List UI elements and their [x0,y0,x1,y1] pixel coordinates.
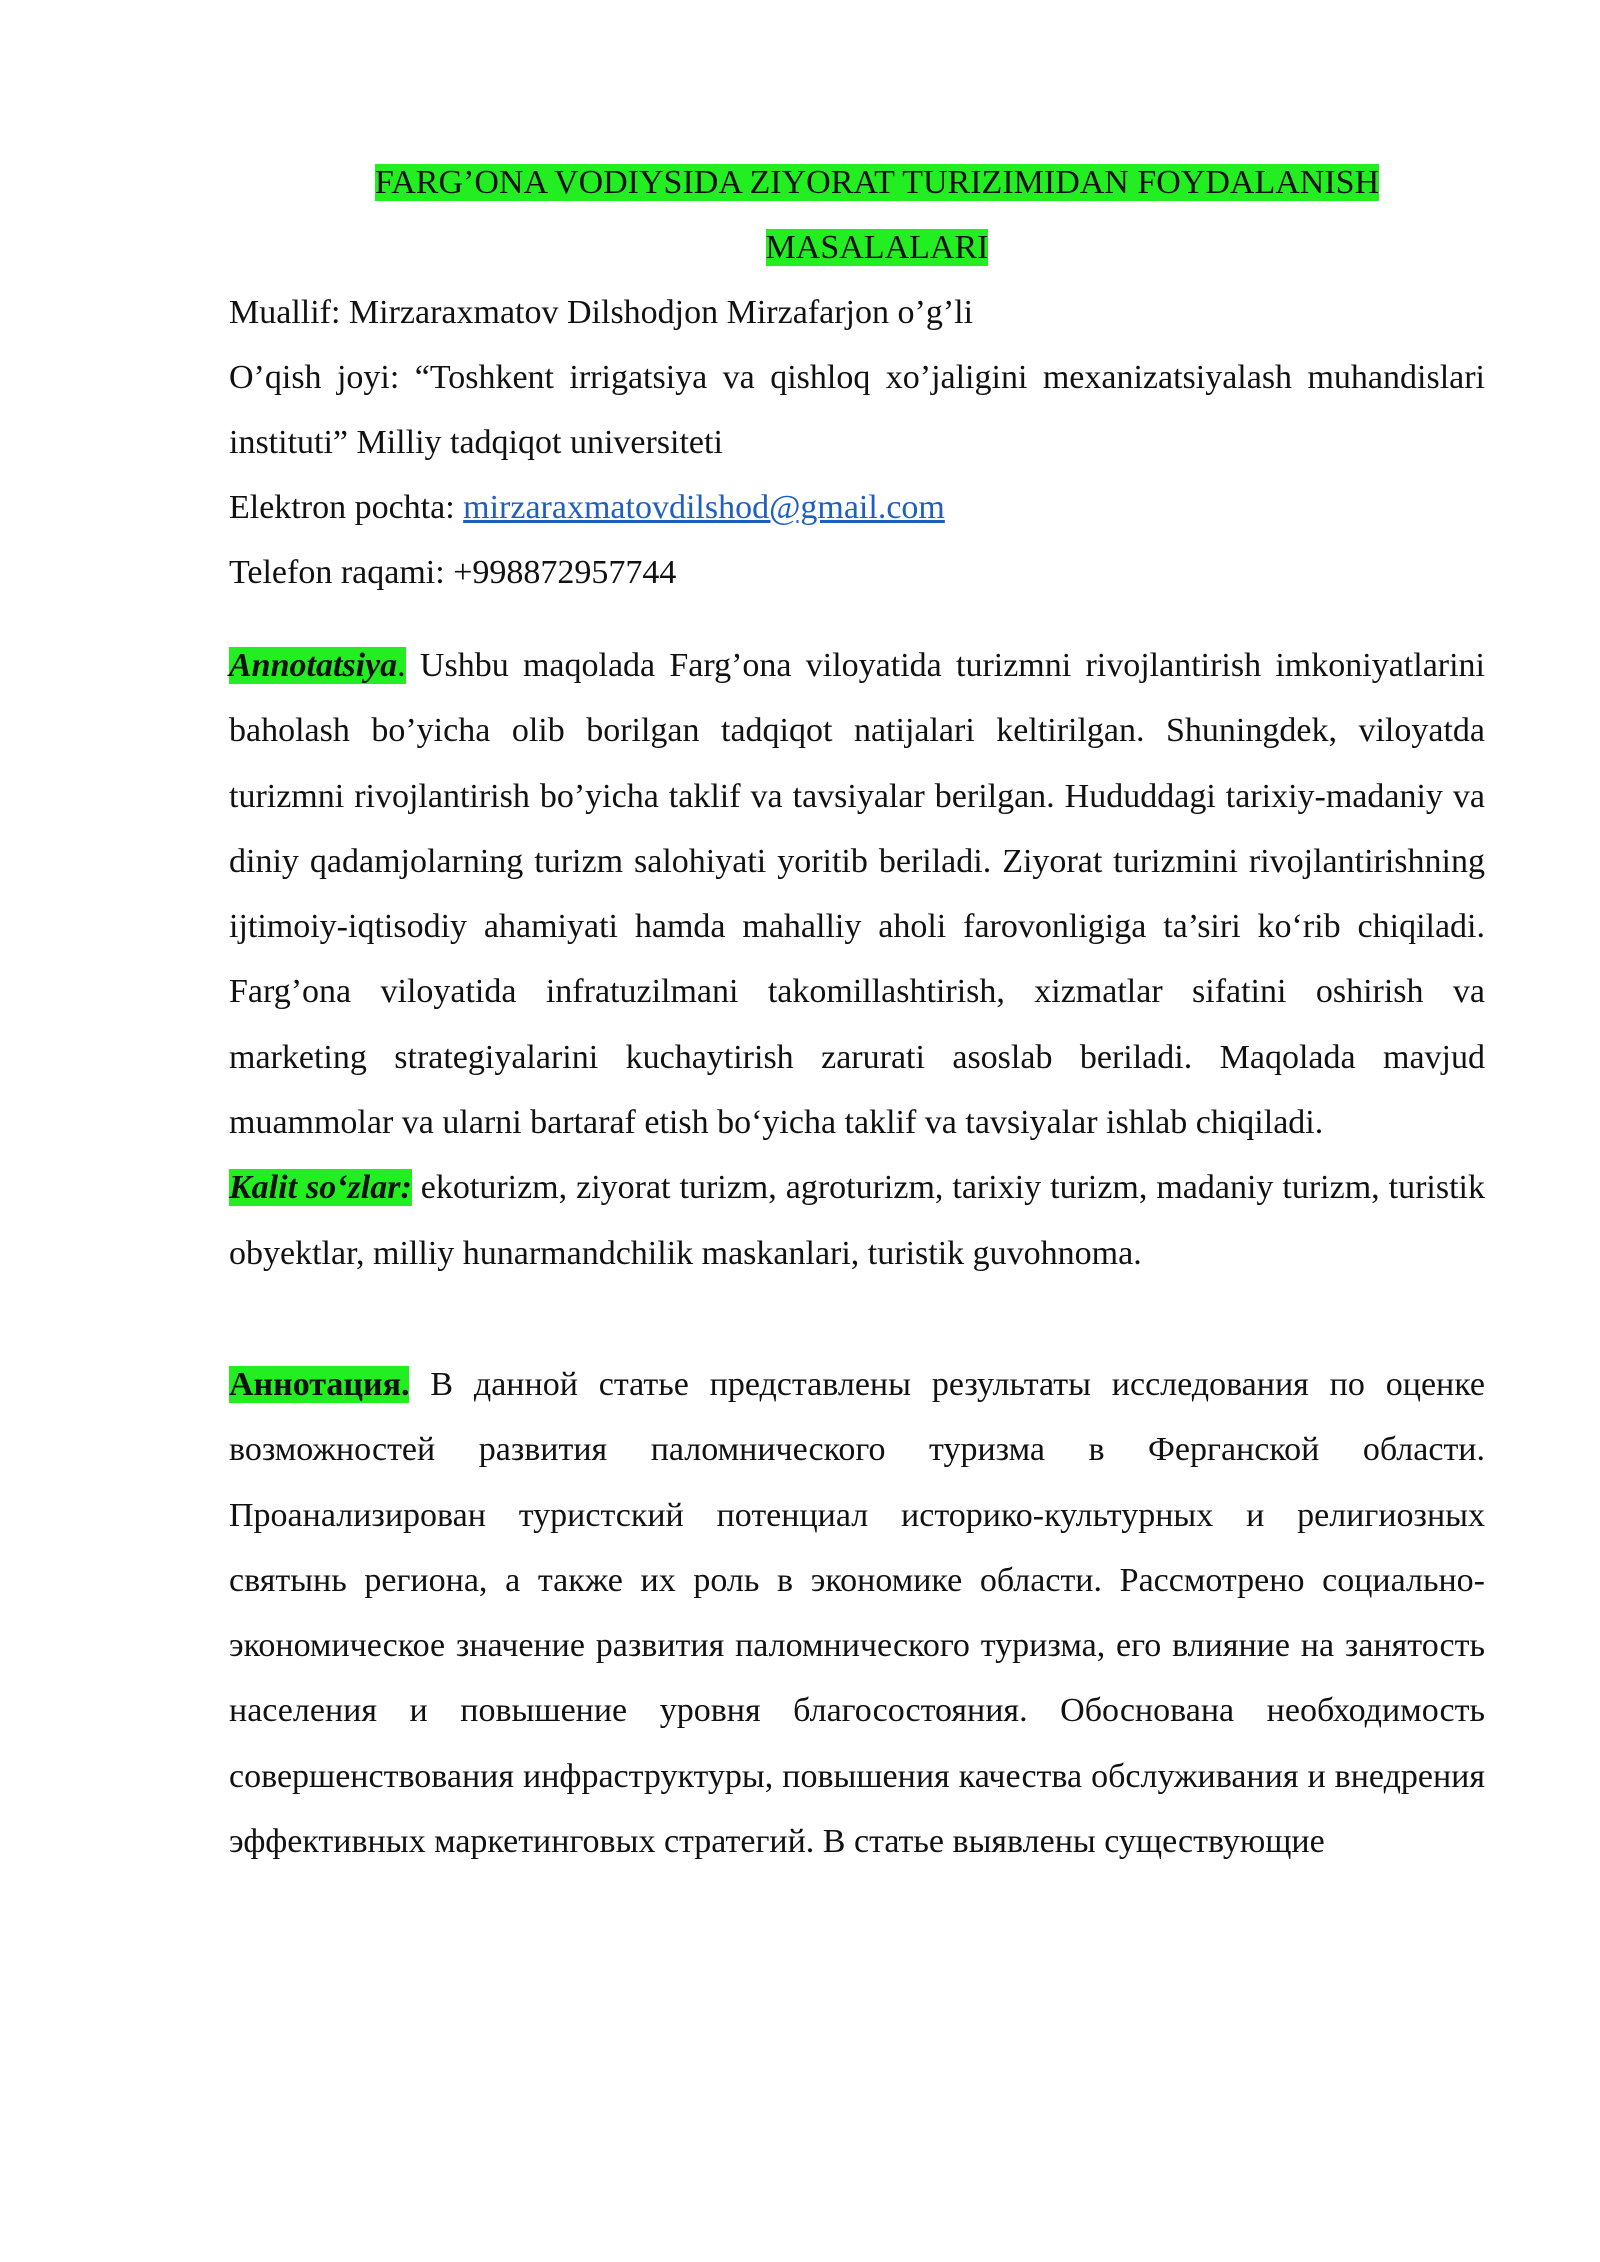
annotation-ru [229,1352,1485,1874]
annotation-ru-text: В данной статье представлены результаты исследования по оценке возможностей развития паломнического туризма в Ферганской области. Проанализирован туристский потенциал историко-культурных и религиозных святынь региона, а также их роль в экономике области. Рассмотрено социально-экономическое значение развития паломнического туризма, его влияние на занятость населения и повышение уровня благосостояния. Обоснована необходимость совершенствования инфраструктуры, повышения качества обслуживания и внедрения эффективных маркетинговых стратегий. В статье выявлены существующие [229,1365,1485,1861]
annotation-uz [229,633,1485,1155]
document-content [229,150,1485,1874]
annotation-uz-text: Ushbu maqolada Farg’ona viloyatida turizmni rivojlantirish imkoniyatlarini baholash bo’yicha olib borilgan tadqiqot natijalari keltirilgan. Shuningdek, viloyatda turizmni rivojlantirish bo’yicha taklif va tavsiyalar berilgan. Hududdagi tarixiy-madaniy va diniy qadamjolarning turizm salohiyati yoritib beriladi. Ziyorat turizmini rivojlantirishning ijtimoiy-iqtisodiy ahamiyati hamda mahalliy aholi farovonligiga ta’siri ko‘rib chiqiladi. Farg’ona viloyatida infratuzilmani takomillashtirish, xizmatlar sifatini oshirish va marketing strategiyalarini kuchaytirish zarurati asoslab beriladi. Maqolada mavjud muammolar va ularni bartaraf etish bo‘yicha taklif va tavsiyalar ishlab chiqiladi. [229,647,1485,1142]
annotation-ru-label: Аннотация. [229,1365,410,1403]
paper-title [269,150,1485,280]
keywords-uz-text: ekoturizm, ziyorat turizm, agroturizm, tarixiy turizm, madaniy turizm, turistik obyektlar, milliy hunarmandchilik maskanlari, turistik guvohnoma. [229,1169,1485,1272]
phone-line: Telefon raqami: +998872957744 [229,554,677,591]
annotation-uz-period: . [397,647,406,684]
paper-title-line-2: MASALALARI [765,229,989,266]
email-line [229,475,1485,540]
annotation-uz-label: Annotatsiya [229,647,398,684]
email-label: Elektron pochta: [229,489,464,526]
keywords-uz-label: Kalit so‘zlar: [229,1169,412,1207]
email-link[interactable]: mirzaraxmatovdilshod@gmail.com [463,489,945,526]
keywords-uz [229,1155,1485,1286]
paper-title-line-1: FARG’ONA VODIYSIDA ZIYORAT TURIZIMIDAN FOYDALANISH [374,164,1380,201]
affiliation-line: O’qish joyi: “Toshkent irrigatsiya va qishloq xo’jaligini mexanizatsiyalash muhandislari instituti” Milliy tadqiqot universiteti [229,359,1485,461]
author-line: Muallif: Mirzaraxmatov Dilshodjon Mirzafarjon o’g’li [229,294,974,331]
